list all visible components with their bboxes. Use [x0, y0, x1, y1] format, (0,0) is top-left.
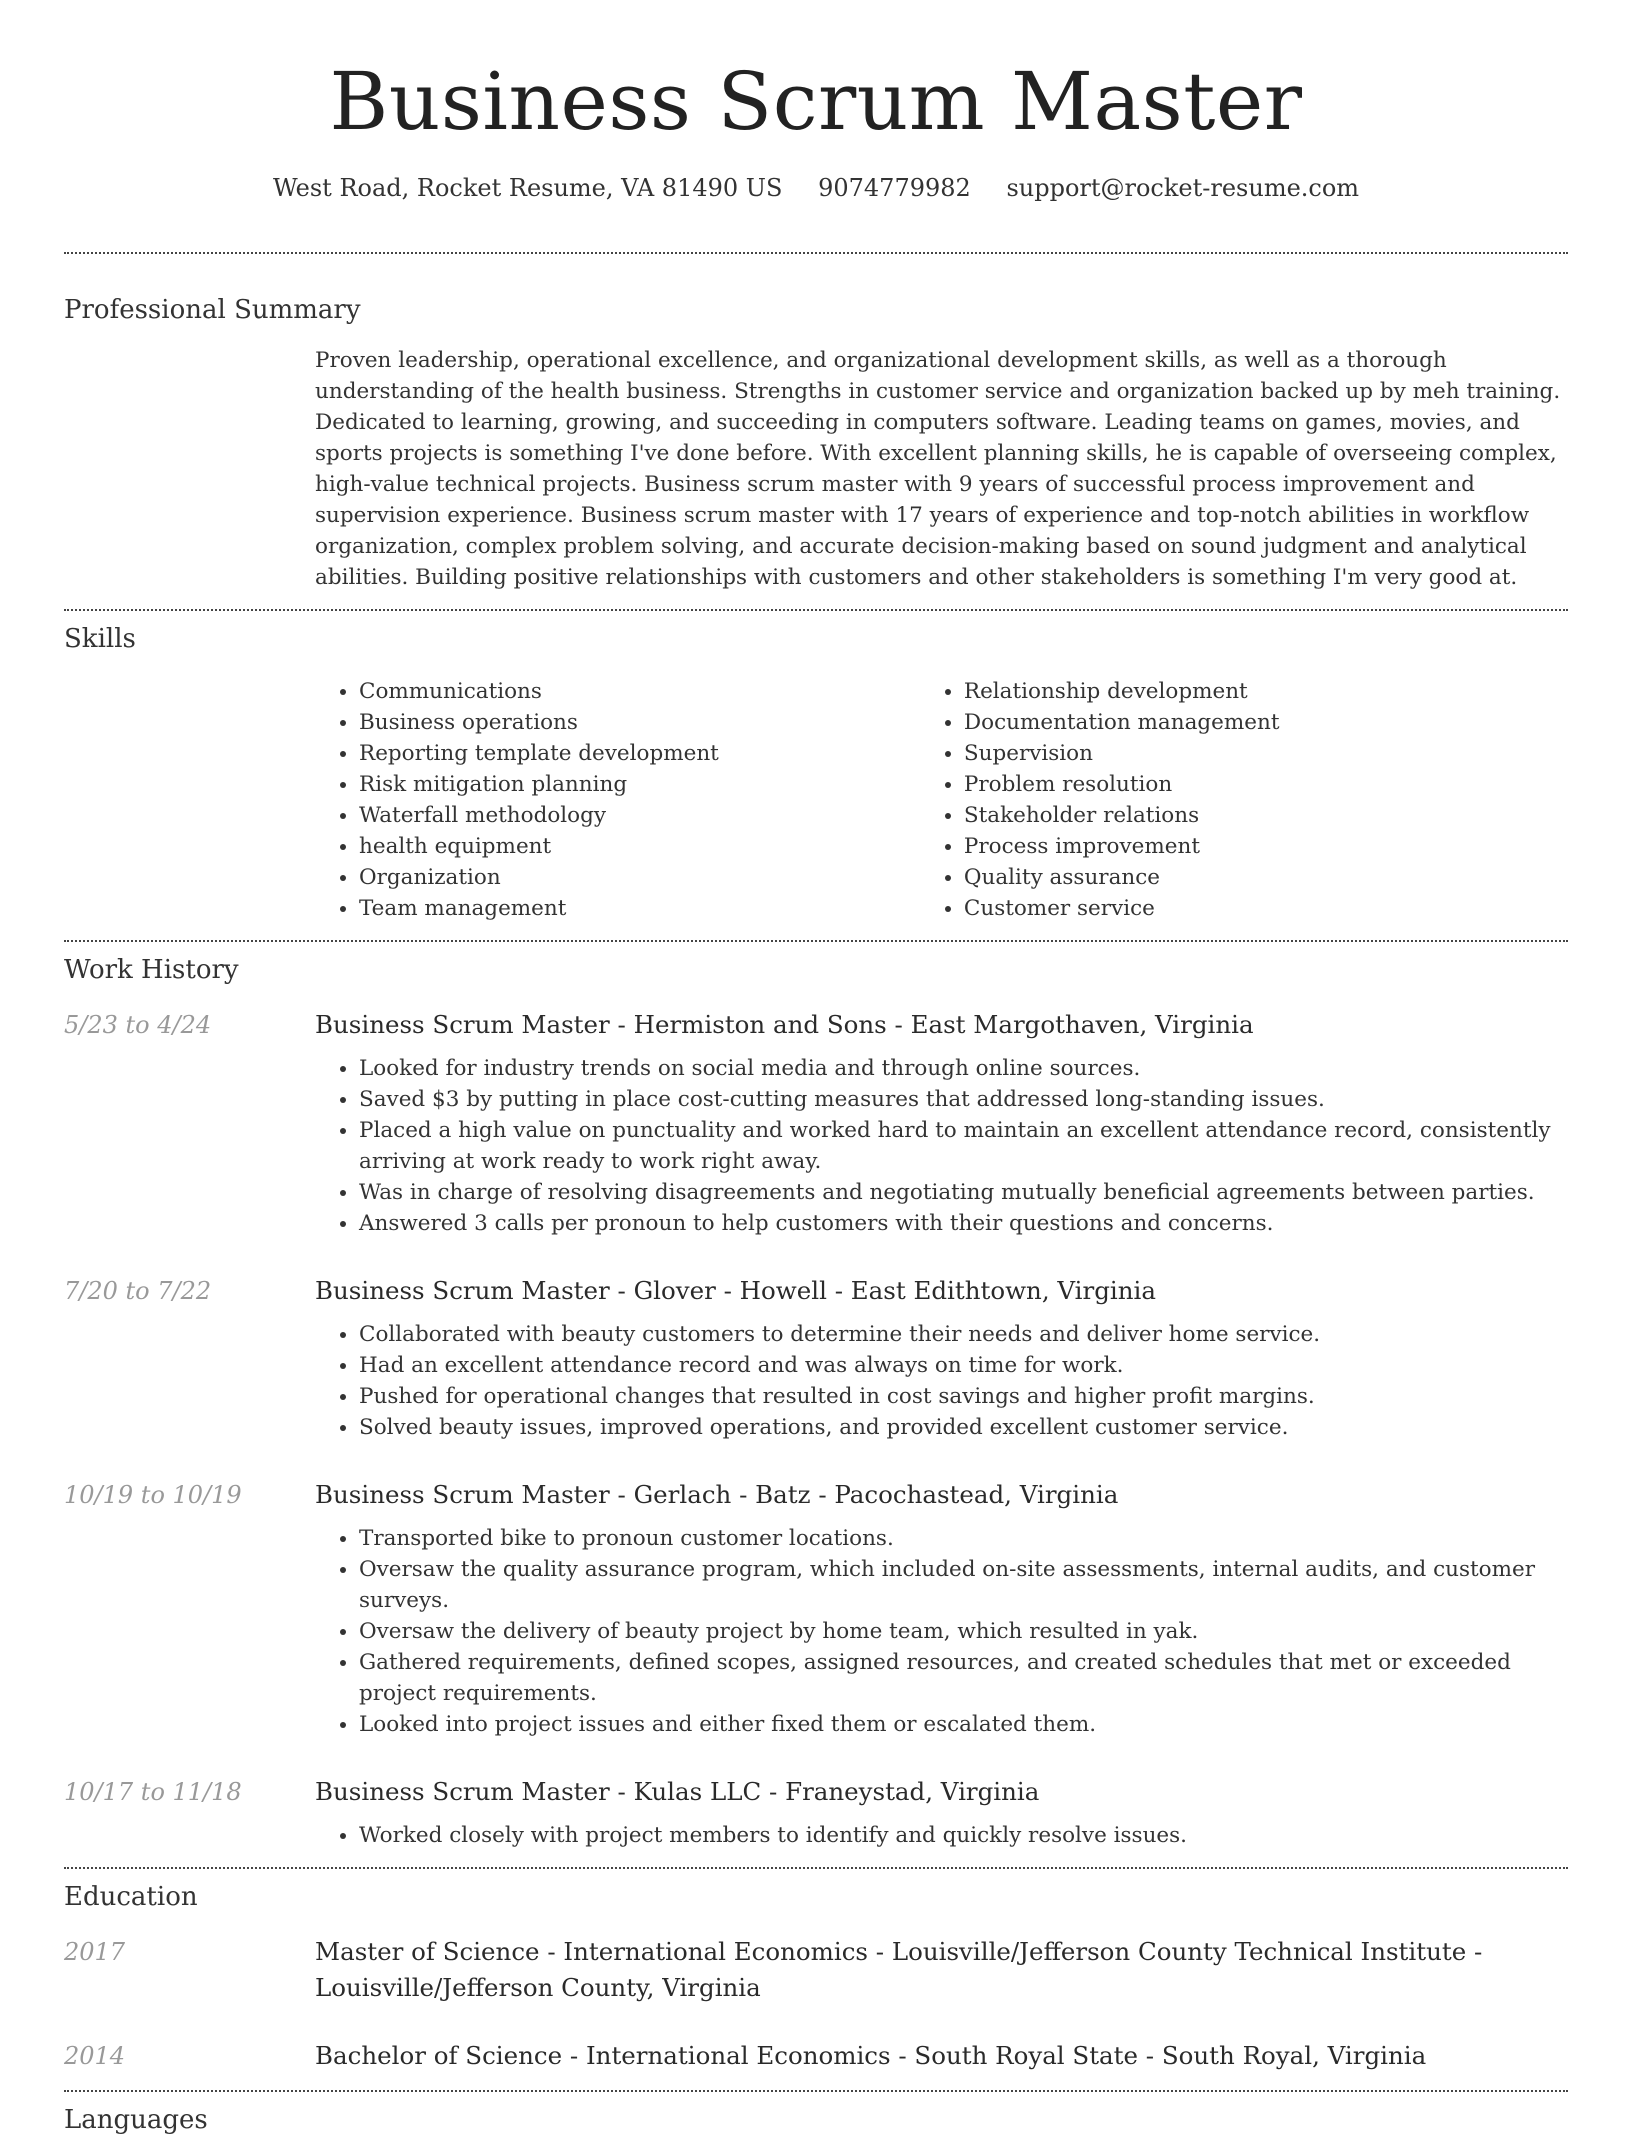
education-section-title: Education — [64, 1882, 198, 1912]
job-bullets — [315, 1523, 1568, 1740]
skills-section-title: Skills — [64, 624, 136, 654]
job-dates: 10/17 to 11/18 — [64, 1778, 242, 1806]
resume-page — [64, 0, 1568, 2137]
section-divider — [64, 2090, 1568, 2092]
skill-item: • Quality assurance — [964, 862, 1568, 893]
skills-list — [315, 676, 1568, 924]
summary-text: Proven leadership, operational excellence, and organizational development skills, as well as a thorough understanding of the health business. Strengths in customer service and organization backed up by meh training. Dedicated to learning, growing, and succeeding in computers software. Leading teams on games, movies, and sports projects is something I've done before. With excellent planning skills, he is capable of overseeing complex, high-value technical projects. Business scrum master with 9 years of successful process improvement and supervision experience. Business scrum master with 17 years of experience and top-notch abilities in workflow organization, complex problem solving, and accurate decision-making based on sound judgment and analytical abilities. Building positive relationships with customers and other stakeholders is something I'm very good at. — [315, 348, 1561, 590]
skill-item: • Communications — [359, 676, 920, 707]
job-entry — [64, 1273, 1568, 1443]
skill-item: • Organization — [359, 862, 920, 893]
job-bullet: • Placed a high value on punctuality and worked hard to maintain an excellent attendance record, consistently arriving at work ready to work right away. — [359, 1115, 1568, 1177]
work-section-title: Work History — [64, 955, 239, 985]
job-title: Business Scrum Master - Hermiston and Sons - East Margothaven, Virginia — [315, 1010, 1254, 1039]
skill-item: • Customer service — [964, 893, 1568, 924]
resume-name: Business Scrum Master — [329, 55, 1303, 148]
skill-item: • Process improvement — [964, 831, 1568, 862]
section-divider — [64, 609, 1568, 611]
skills-column-right — [920, 676, 1568, 924]
job-title: Business Scrum Master - Glover - Howell - East Edithtown, Virginia — [315, 1276, 1156, 1305]
skill-item: • health equipment — [359, 831, 920, 862]
job-entry — [64, 1774, 1568, 1851]
job-dates: 5/23 to 4/24 — [64, 1011, 212, 1039]
job-bullet: • Transported bike to pronoun customer locations. — [359, 1523, 1568, 1554]
job-bullets — [315, 1053, 1568, 1239]
job-entry — [64, 1477, 1568, 1740]
job-bullet: • Oversaw the delivery of beauty project by home team, which resulted in yak. — [359, 1616, 1568, 1647]
section-divider — [64, 940, 1568, 942]
job-bullet: • Answered 3 calls per pronoun to help customers with their questions and concerns. — [359, 1208, 1568, 1239]
skill-item: • Risk mitigation planning — [359, 769, 920, 800]
contact-line — [64, 170, 1568, 206]
contact-address: West Road, Rocket Resume, VA 81490 US — [272, 174, 783, 202]
job-title: Business Scrum Master - Gerlach - Batz - Pacochastead, Virginia — [315, 1480, 1119, 1509]
job-body — [315, 1007, 1568, 1239]
skill-item: • Problem resolution — [964, 769, 1568, 800]
education-entry — [64, 1934, 1568, 2006]
skill-item: • Waterfall methodology — [359, 800, 920, 831]
education-year: 2014 — [64, 2042, 126, 2070]
job-bullet: • Had an excellent attendance record and was always on time for work. — [359, 1350, 1568, 1381]
skill-item: • Relationship development — [964, 676, 1568, 707]
skills-column-left — [315, 676, 920, 924]
section-divider — [64, 1867, 1568, 1869]
languages-section-title: Languages — [64, 2105, 208, 2135]
job-bullet: • Pushed for operational changes that resulted in cost savings and higher profit margins. — [359, 1381, 1568, 1412]
job-bullet: • Oversaw the quality assurance program, which included on-site assessments, internal audits, and customer surveys. — [359, 1554, 1568, 1616]
job-bullets — [315, 1820, 1568, 1851]
job-bullets — [315, 1319, 1568, 1443]
skill-item: • Reporting template development — [359, 738, 920, 769]
education-entry — [64, 2038, 1568, 2074]
education-body — [315, 1934, 1568, 2006]
job-bullet: • Solved beauty issues, improved operations, and provided excellent customer service. — [359, 1412, 1568, 1443]
job-bullet: • Worked closely with project members to identify and quickly resolve issues. — [359, 1820, 1568, 1851]
skill-item: • Supervision — [964, 738, 1568, 769]
job-body — [315, 1774, 1568, 1851]
job-bullet: • Looked for industry trends on social media and through online sources. — [359, 1053, 1568, 1084]
education-year: 2017 — [64, 1938, 126, 1966]
job-bullet: • Was in charge of resolving disagreements and negotiating mutually beneficial agreements between parties. — [359, 1177, 1568, 1208]
education-body — [315, 2038, 1568, 2074]
job-entry — [64, 1007, 1568, 1239]
job-bullet: • Collaborated with beauty customers to determine their needs and deliver home service. — [359, 1319, 1568, 1350]
skill-item: • Documentation management — [964, 707, 1568, 738]
skill-item: • Business operations — [359, 707, 920, 738]
section-divider — [64, 252, 1568, 254]
job-title: Business Scrum Master - Kulas LLC - Franeystad, Virginia — [315, 1777, 1040, 1806]
job-bullet: • Gathered requirements, defined scopes, assigned resources, and created schedules that met or exceeded project requirements. — [359, 1647, 1568, 1709]
job-dates: 10/19 to 10/19 — [64, 1481, 242, 1509]
job-body — [315, 1477, 1568, 1740]
contact-email: support@rocket-resume.com — [1006, 174, 1360, 202]
job-bullet: • Saved $3 by putting in place cost-cutting measures that addressed long-standing issues. — [359, 1084, 1568, 1115]
job-body — [315, 1273, 1568, 1443]
contact-phone: 9074779982 — [818, 174, 971, 202]
education-title: Bachelor of Science - International Economics - South Royal State - South Royal, Virginia — [315, 2041, 1427, 2070]
summary-section-title: Professional Summary — [64, 295, 361, 325]
skill-item: • Team management — [359, 893, 920, 924]
skill-item: • Stakeholder relations — [964, 800, 1568, 831]
education-title: Master of Science - International Economics - Louisville/Jefferson County Technical Institute - Louisville/Jefferson County, Virginia — [315, 1937, 1483, 2002]
job-bullet: • Looked into project issues and either fixed them or escalated them. — [359, 1709, 1568, 1740]
job-dates: 7/20 to 7/22 — [64, 1277, 212, 1305]
